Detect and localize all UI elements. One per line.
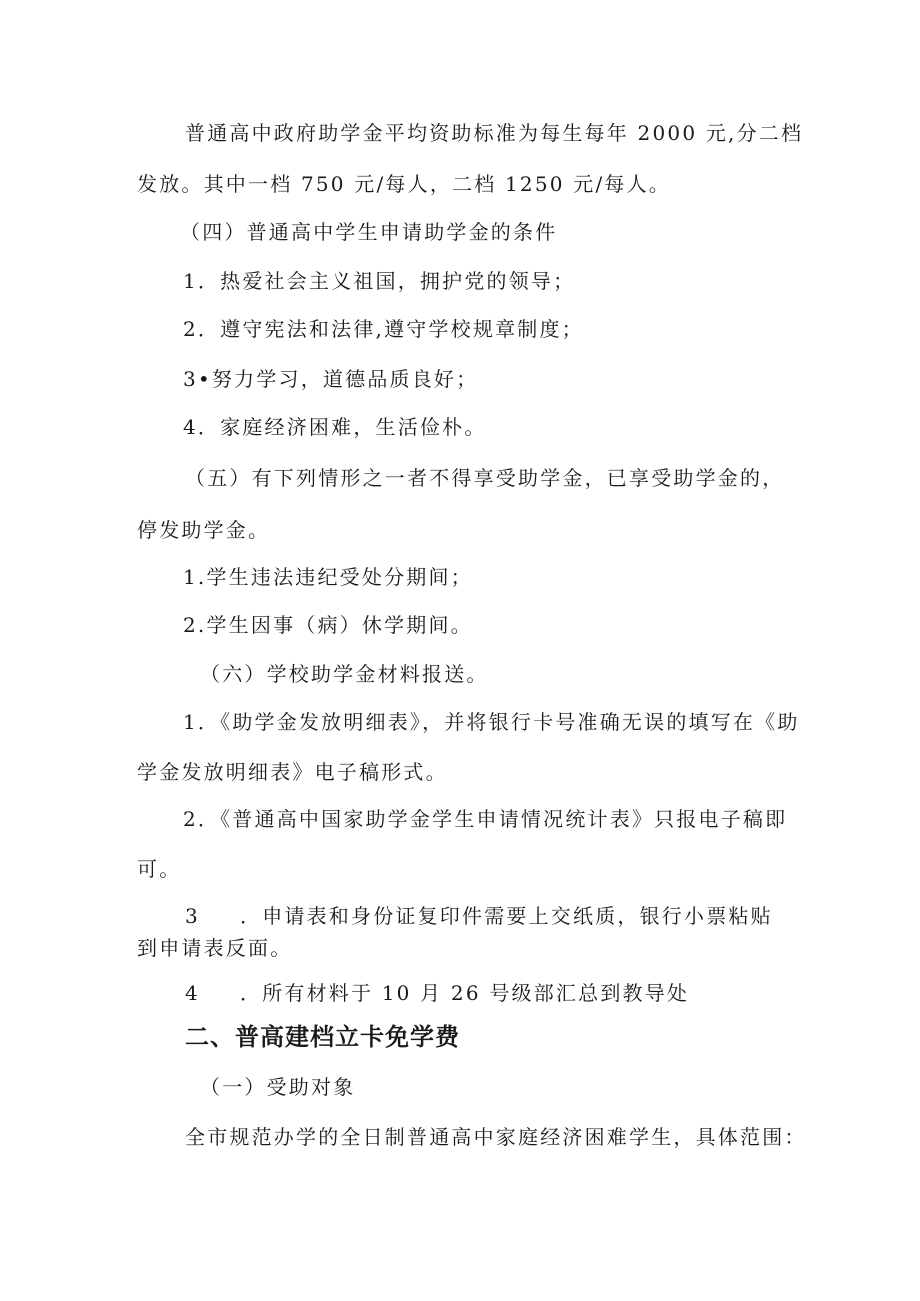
chapter-heading: 二、普高建档立卡免学费 <box>185 1023 460 1051</box>
paragraph-line: 停发助学金。 <box>137 518 271 542</box>
list-item: 2．遵守宪法和法律,遵守学校规章制度； <box>183 317 584 341</box>
paragraph-line: 全市规范办学的全日制普通高中家庭经济困难学生，具体范围： <box>185 1125 807 1149</box>
list-item: 2．《普通高中国家助学金学生申请情况统计表》只报电子稿即 <box>183 807 788 831</box>
list-item-number: 4 <box>185 981 200 1005</box>
paragraph-line: 可。 <box>137 857 182 881</box>
list-item: 4．家庭经济困难，生活俭朴。 <box>183 415 487 439</box>
section-heading-five: （五）有下列情形之一者不得享受助学金，已享受助学金的， <box>185 466 785 490</box>
list-item: ．申请表和身份证复印件需要上交纸质，银行小票粘贴 <box>240 904 773 928</box>
paragraph-line: 到申请表反面。 <box>137 936 293 960</box>
list-item: 1．热爱社会主义祖国，拥护党的领导； <box>183 269 576 293</box>
paragraph-line: 普通高中政府助学金平均资助标准为每生每年 2000 元,分二档 <box>185 121 804 145</box>
list-item: ．所有材料于 10 月 26 号级部汇总到教导处 <box>240 981 690 1005</box>
list-item: 1．《助学金发放明细表》，并将银行卡号准确无误的填写在《助 <box>183 710 800 734</box>
paragraph-line: 学金发放明细表》电子稿形式。 <box>137 760 448 784</box>
list-item: 3•努力学习，道德品质良好； <box>183 367 479 391</box>
list-item-number: 3 <box>185 904 200 928</box>
section-heading-four: （四）普通高中学生申请助学金的条件 <box>180 220 558 244</box>
section-heading-six: （六）学校助学金材料报送。 <box>200 662 489 686</box>
subsection-heading: （一）受助对象 <box>200 1075 356 1099</box>
list-item: 2.学生因事（病）休学期间。 <box>183 613 473 637</box>
list-item: 1.学生违法违纪受处分期间； <box>183 565 473 589</box>
paragraph-line: 发放。其中一档 750 元/每人，二档 1250 元/每人。 <box>137 172 671 196</box>
